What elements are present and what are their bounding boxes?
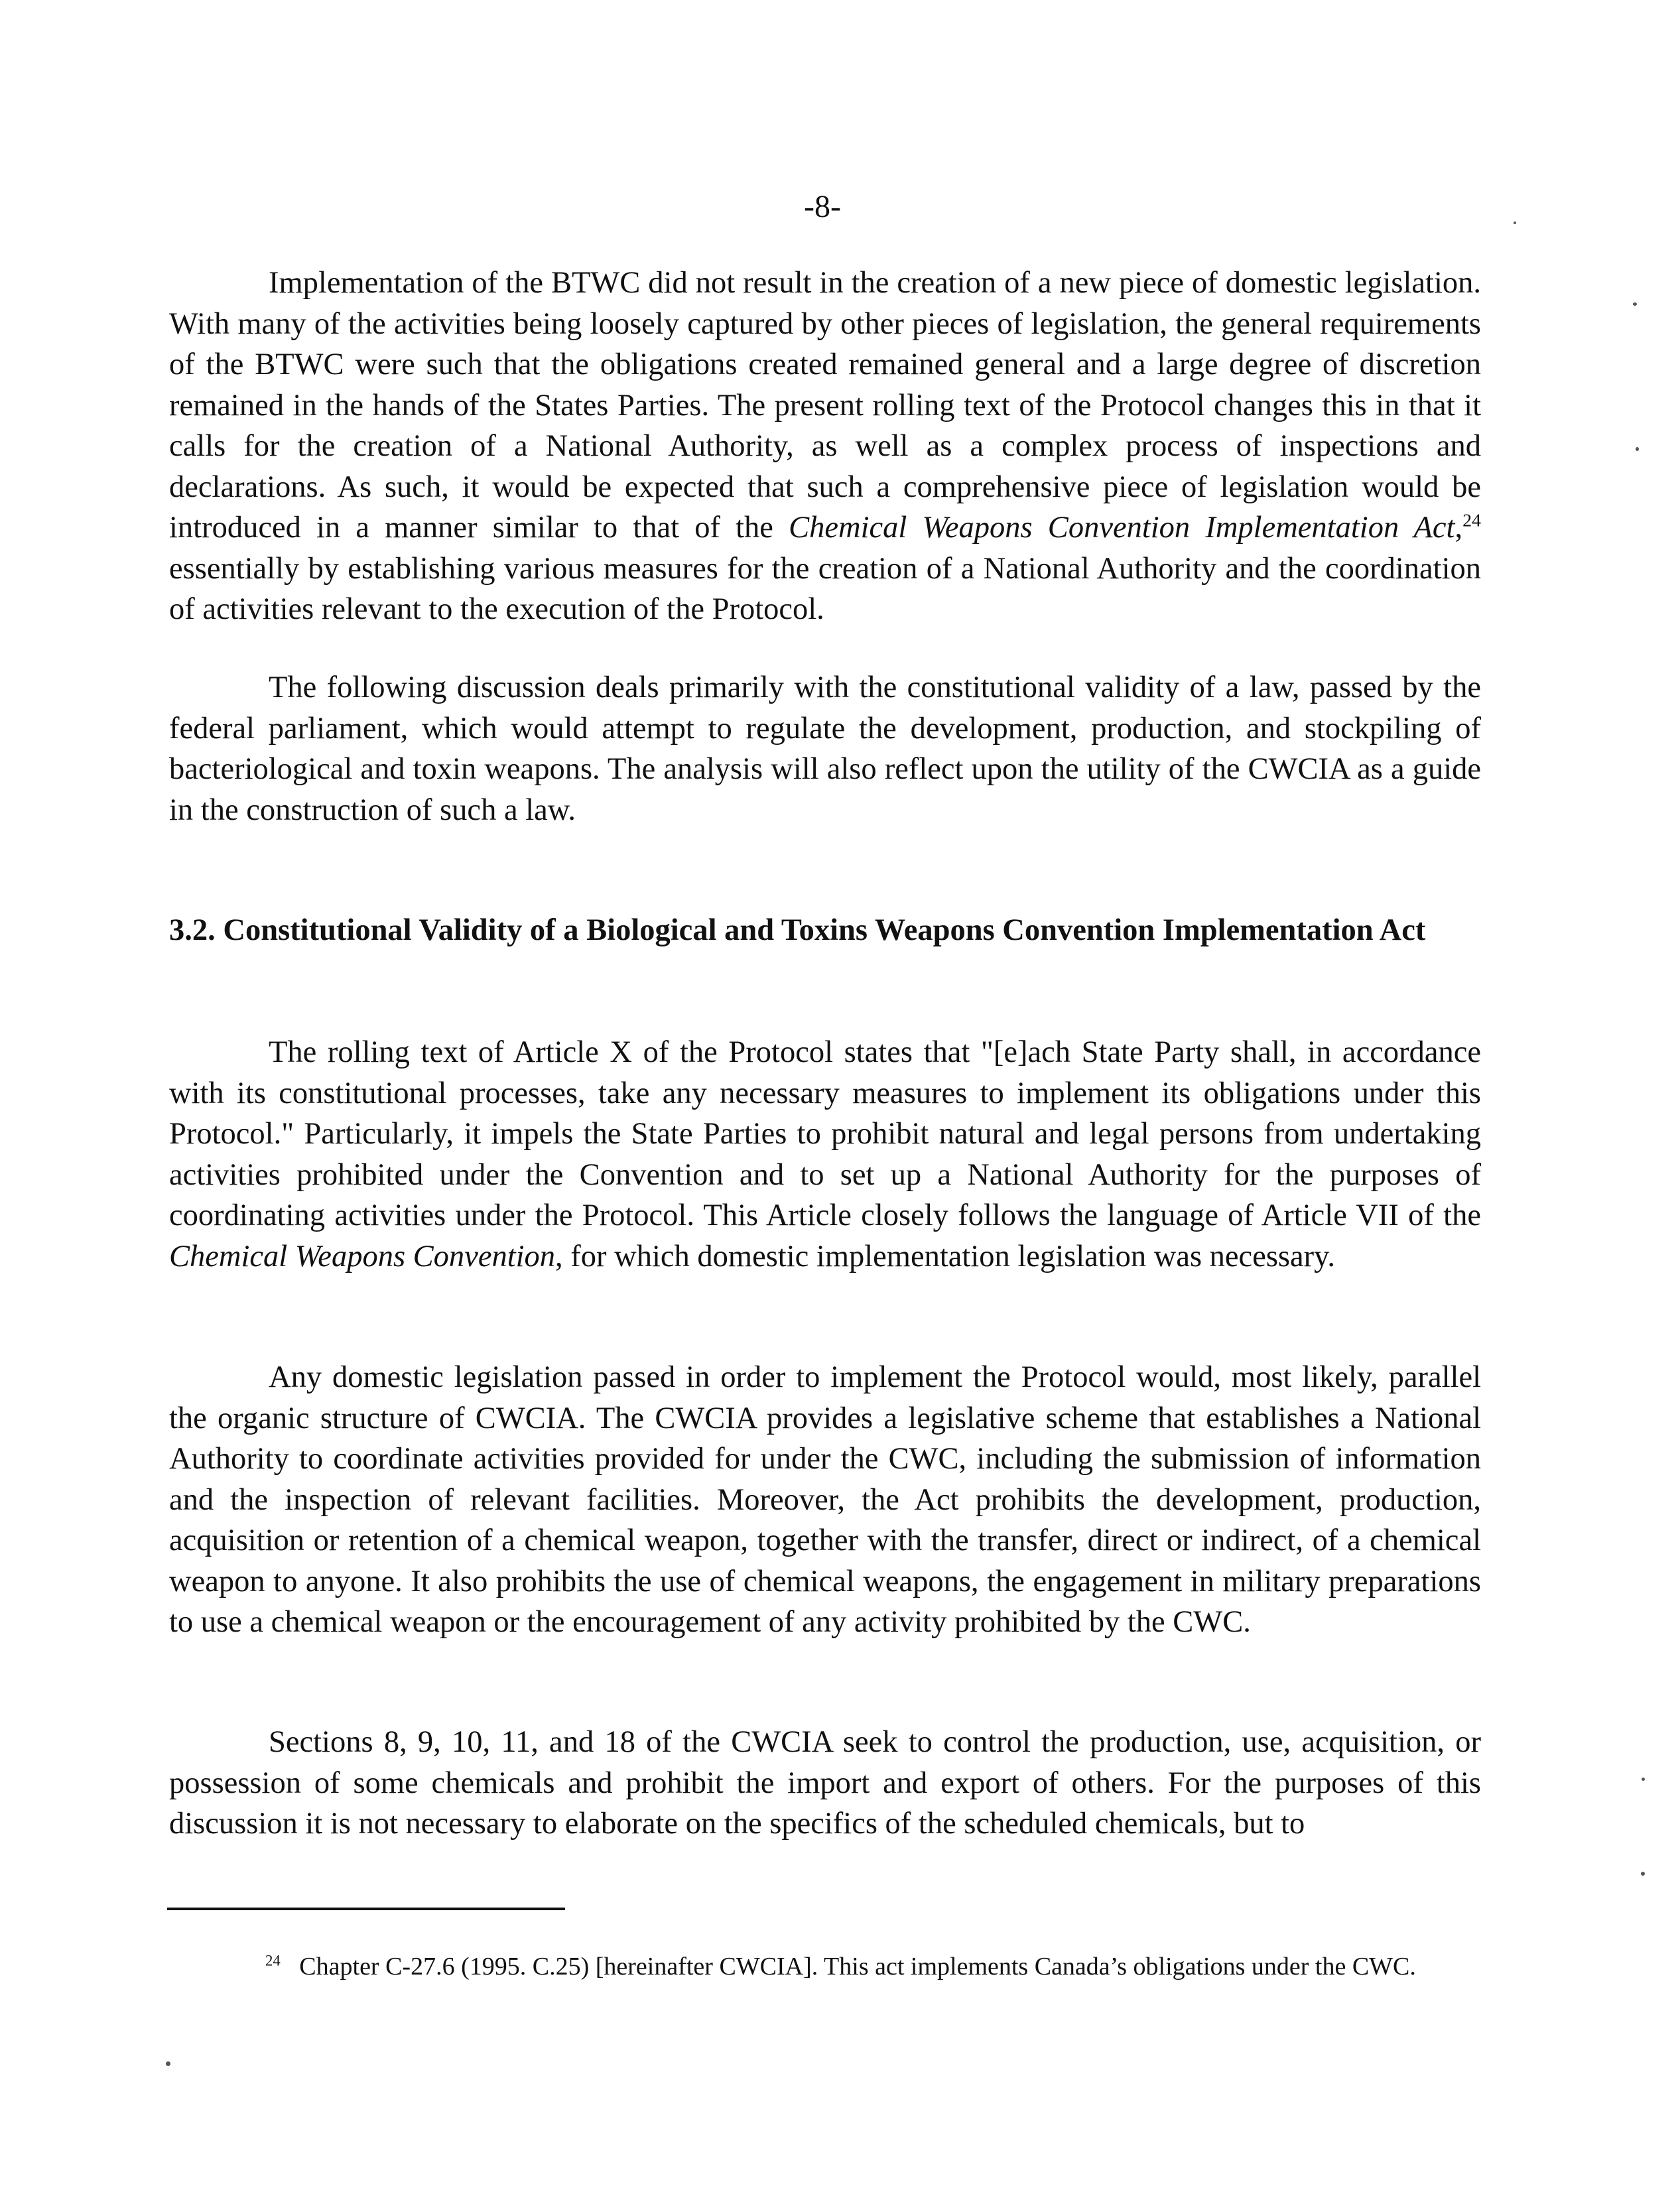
scan-speck bbox=[1514, 222, 1516, 224]
footnote bbox=[166, 1946, 1482, 1987]
page-number: -8- bbox=[804, 189, 841, 224]
scan-speck bbox=[1642, 1778, 1645, 1781]
paragraph-domestic-legislation: Any domestic legislation passed in order to implement the Protocol would, most likely, parallel the organic structure of CWCIA. The CWCIA provides a legislative scheme that establishes a National Authority to coordinate activities provided for under the CWC, including the submission of information and the inspection of relevant facilities. Moreover, the Act prohibits the development, production, acquisition or retention of a chemical weapon, together with the transfer, direct or indirect, of a chemical weapon to anyone. It also prohibits the use of chemical weapons, the engagement in military preparations to use a chemical weapon or the encouragement of any activity prohibited by the CWC. bbox=[169, 1360, 1481, 1639]
scan-speck bbox=[1636, 447, 1639, 451]
paragraph-sections: Sections 8, 9, 10, 11, and 18 of the CWCIA seek to control the production, use, acquisition, or possession of some chemicals and prohibit the import and export of others. For the purposes of this discussion it is not necessary to elaborate on the specifics of the scheduled chemicals, but to bbox=[169, 1725, 1481, 1841]
paragraph-text: , bbox=[1454, 511, 1463, 545]
footnote-number: 24 bbox=[265, 1952, 281, 1969]
footnote-divider bbox=[167, 1908, 565, 1910]
paragraph-text: , for which domestic implementation legislation was necessary. bbox=[555, 1239, 1336, 1273]
paragraph-text: Implementation of the BTWC did not result in the creation of a new piece of domestic legislation. With many of the activities being loosely captured by other pieces of legislation, the general requirements of the BTWC were such that the obligations created remained general and a large degree of discretion remained in the hands of the States Parties. The present rolling text of the Protocol changes this in that it calls for the creation of a National Authority, as well as a complex process of inspections and declarations. As such, it would be expected that such a comprehensive piece of legislation would be introduced in a manner similar to that of the bbox=[169, 266, 1481, 545]
paragraph-implementation bbox=[169, 263, 1481, 630]
convention-title-italic: Chemical Weapons Convention bbox=[169, 1239, 556, 1273]
paragraph-text: The rolling text of Article X of the Protocol states that "[e]ach State Party shall, in accordance with its constitutional processes, take any necessary measures to implement its obligations under this Protocol." Particularly, it impels the State Parties to prohibit natural and legal persons from undertaking activities prohibited under the Convention and to set up a National Authority for the purposes of coordinating activities under the Protocol. This Article closely follows the language of Article VII of the bbox=[169, 1035, 1481, 1232]
act-title-italic: Chemical Weapons Convention Implementation Act bbox=[789, 511, 1455, 545]
paragraph-article-x bbox=[169, 1032, 1481, 1277]
scan-speck bbox=[166, 2061, 170, 2066]
paragraph-text: essentially by establishing various measures for the creation of a National Authority and the coordination of activities relevant to the execution of the Protocol. bbox=[169, 551, 1481, 626]
footnote-text: Chapter C-27.6 (1995. C.25) [hereinafter CWCIA]. This act implements Canada’s obligations under the CWC. bbox=[299, 1953, 1416, 1981]
scan-speck bbox=[1641, 1872, 1645, 1876]
scan-speck bbox=[1633, 302, 1637, 306]
section-heading: 3.2. Constitutional Validity of a Biological and Toxins Weapons Convention Implementation Act bbox=[169, 913, 1426, 947]
paragraph-discussion: The following discussion deals primarily with the constitutional validity of a law, passed by the federal parliament, which would attempt to regulate the development, production, and stockpiling of bacteriological and toxin weapons. The analysis will also reflect upon the utility of the CWCIA as a guide in the construction of such a law. bbox=[169, 671, 1481, 827]
footnote-reference: 24 bbox=[1462, 510, 1481, 531]
